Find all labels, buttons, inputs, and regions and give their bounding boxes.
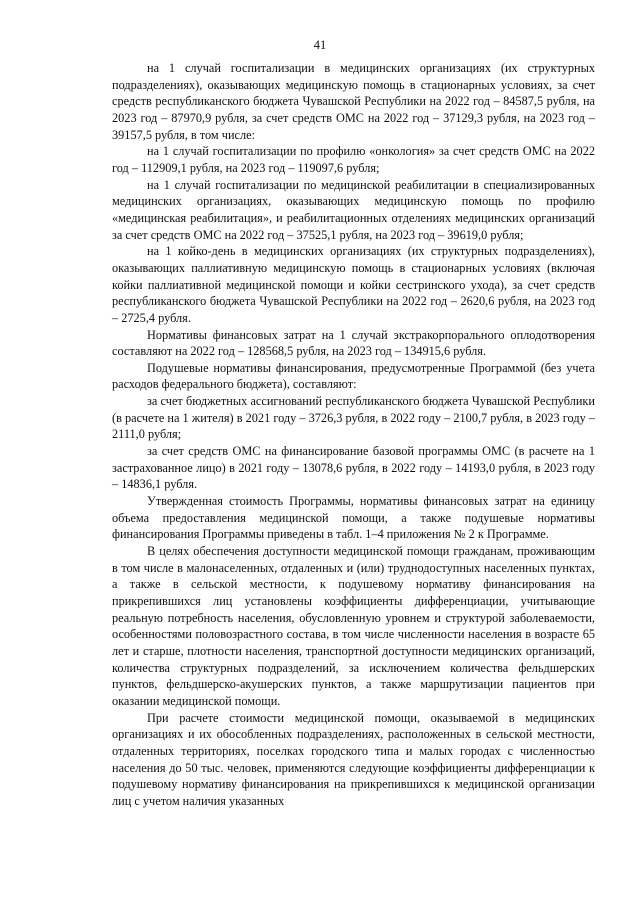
- paragraph: При расчете стоимости медицинской помощи, оказываемой в медицинских организациях и их обособленных подразделениях, расположенных в сельской местности, отдаленных территориях, поселках городского типа и малых городах с численностью населения до 50 тыс. человек, применяются следующие коэффициенты дифференциации к подушевому нормативу финансирования на прикрепившихся к медицинской организации лиц с учетом наличия указанных: [112, 710, 595, 808]
- paragraph: В целях обеспечения доступности медицинской помощи гражданам, проживающим в том числе в малонаселенных, отдаленных и (или) труднодоступных населенных пунктах, а также в сельской местности, к подушевому нормативу финансирования на прикрепившихся лиц установлены коэффициенты дифференциации, учитывающие реальную потребность населения, обусловленную уровнем и структурой заболеваемости, особенностями половозрастного состава, в том числе численности населения в возрасте 65 лет и старше, плотности населения, транспортной доступности медицинских организаций, количества структурных подразделений, за исключением количества фельдшерских пунктов, фельдшерско-акушерских пунктов, а также маршрутизации пациентов при оказании медицинской помощи.: [112, 544, 595, 708]
- page-number: 41: [313, 38, 327, 52]
- document-body: [112, 60, 595, 810]
- paragraph: на 1 койко-день в медицинских организациях (их структурных подразделениях), оказывающих паллиативную медицинскую помощь в стационарных условиях (включая койки паллиативной медицинской помощи и койки сестринского ухода), за счет средств республиканского бюджета Чувашской Республики на 2022 год – 2620,6 рубля, на 2023 год – 2725,4 рубля.: [112, 244, 595, 325]
- paragraph: на 1 случай госпитализации по профилю «онкология» за счет средств ОМС на 2022 год – 112909,1 рубля, на 2023 год – 119097,6 рубля;: [112, 144, 595, 175]
- paragraph: Подушевые нормативы финансирования, предусмотренные Программой (без учета расходов федерального бюджета), составляют:: [112, 360, 595, 392]
- paragraph: за счет бюджетных ассигнований республиканского бюджета Чувашской Республики (в расчете на 1 жителя) в 2021 году – 3726,3 рубля, в 2022 году – 2100,7 рубля, в 2023 году – 2111,0 рубля;: [112, 394, 595, 442]
- paragraph: на 1 случай госпитализации в медицинских организациях (их структурных подразделениях), оказывающих медицинскую помощь в стационарных условиях, за счет средств республиканского бюджета Чувашской Республики на 2022 год – 84587,5 рубля, на 2023 год – 87970,9 рубля, за счет средств ОМС на 2022 год – 37129,3 рубля, на 2023 год – 39157,5 рубля, в том числе:: [112, 61, 595, 142]
- paragraph: Нормативы финансовых затрат на 1 случай экстракорпорального оплодотворения составляют на 2022 год – 128568,5 рубля, на 2023 год – 134915,6 рубля.: [112, 327, 595, 359]
- paragraph: за счет средств ОМС на финансирование базовой программы ОМС (в расчете на 1 застрахованное лицо) в 2021 году – 13078,6 рубля, в 2022 году – 14193,0 рубля, в 2023 году – 14836,1 рубля.: [112, 444, 595, 492]
- paragraph: на 1 случай госпитализации по медицинской реабилитации в специализированных медицинских организациях, оказывающих медицинскую помощь по профилю «медицинская реабилитация», и реабилитационных отделениях медицинских организаций за счет средств ОМС на 2022 год – 37525,1 рубля, на 2023 год – 39619,0 рубля;: [112, 177, 595, 242]
- paragraph: Утвержденная стоимость Программы, нормативы финансовых затрат на единицу объема предоставления медицинской помощи, а также подушевые нормативы финансирования Программы приведены в табл. 1–4 приложения № 2 к Программе.: [112, 494, 595, 542]
